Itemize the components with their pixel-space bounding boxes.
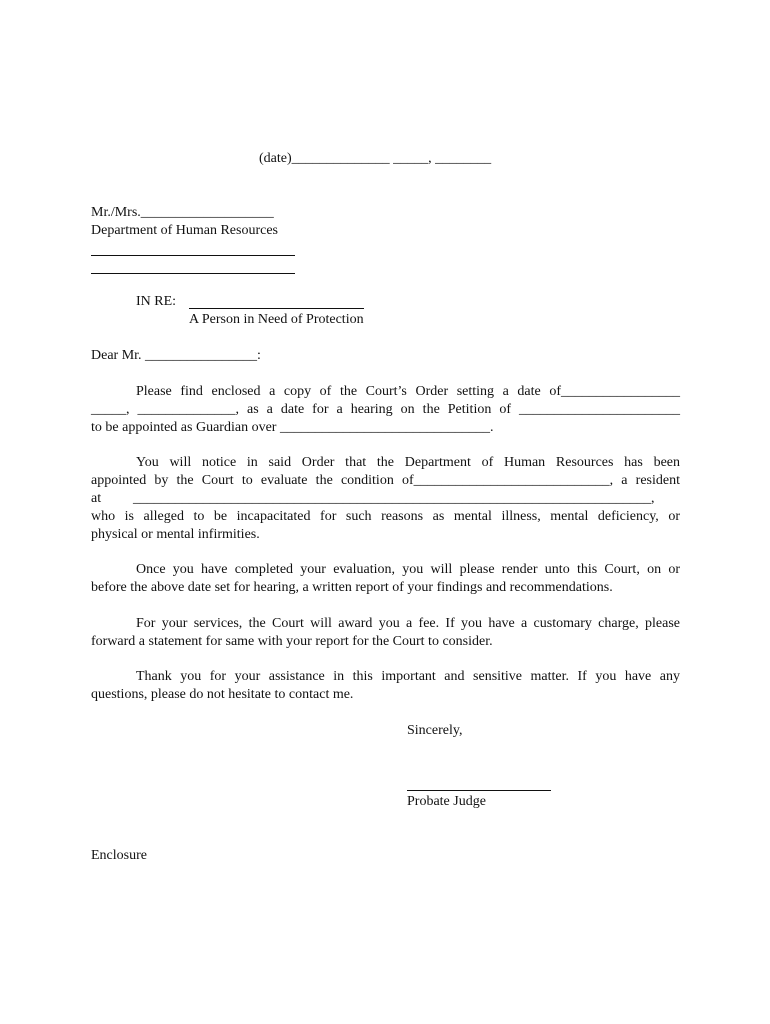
date-line: (date)______________ _____, ________ [259, 151, 492, 166]
paragraph-5-line-1: Thank you for your assistance in this important and sensitive matter. If you have any [136, 669, 680, 684]
paragraph-1-line-3: to be appointed as Guardian over ______________________________. [91, 420, 494, 435]
paragraph-2-line-1: You will notice in said Order that the Department of Human Resources has been [136, 455, 680, 470]
recipient-department: Department of Human Resources [91, 223, 278, 238]
signature-title: Probate Judge [407, 794, 486, 809]
address-blank-line-1 [91, 255, 295, 256]
paragraph-1-line-2: _____, ______________, as a date for a hearing on the Petition of _______________________ [91, 402, 680, 417]
paragraph-3-line-2: before the above date set for hearing, a written report of your findings and recommendations. [91, 580, 613, 595]
in-re-label: IN RE: [136, 294, 177, 309]
paragraph-4-line-2: forward a statement for same with your report for the Court to consider. [91, 634, 493, 649]
paragraph-1-line-1: Please find enclosed a copy of the Court’s Order setting a date of_________________ [136, 384, 680, 399]
paragraph-2-at-label: at [91, 491, 102, 506]
paragraph-4-line-1: For your services, the Court will award you a fee. If you have a customary charge, please [136, 616, 680, 631]
paragraph-5-line-2: questions, please do not hesitate to contact me. [91, 687, 354, 702]
paragraph-2-line-5: physical or mental infirmities. [91, 527, 260, 542]
paragraph-2-residence-blank: __________________________________________________________________________, [133, 491, 655, 506]
in-re-blank-line [189, 308, 364, 309]
greeting: Dear Mr. ________________: [91, 348, 261, 363]
paragraph-3-line-1: Once you have completed your evaluation, you will please render unto this Court, on or [136, 562, 680, 577]
paragraph-2-line-2: appointed by the Court to evaluate the condition of____________________________, a resident [91, 473, 680, 488]
in-re-subject: A Person in Need of Protection [189, 312, 364, 327]
closing: Sincerely, [407, 723, 463, 738]
enclosure-note: Enclosure [91, 848, 147, 863]
signature-line [407, 790, 551, 791]
address-blank-line-2 [91, 273, 295, 274]
paragraph-2-line-4: who is alleged to be incapacitated for such reasons as mental illness, mental deficiency, or [91, 509, 680, 524]
recipient-name-line: Mr./Mrs.___________________ [91, 205, 274, 220]
